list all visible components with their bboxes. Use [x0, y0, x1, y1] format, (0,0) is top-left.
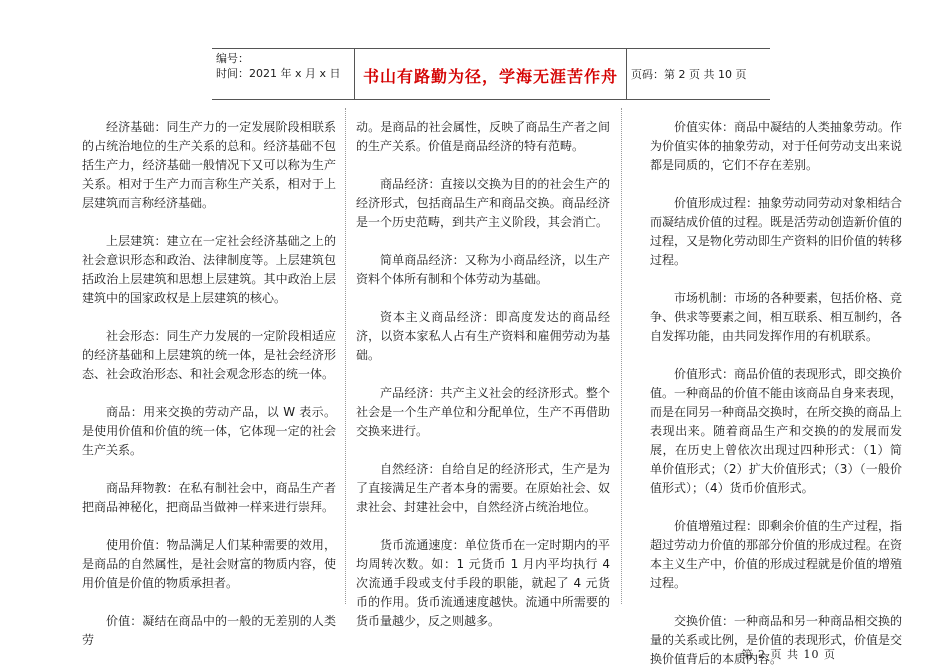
header-page-cell	[627, 49, 770, 99]
time-label: 时间：2021 年 x 月 x 日	[216, 67, 341, 80]
document-header	[212, 48, 770, 100]
paragraph: 社会形态：同生产力发展的一定阶段相适应的经济基础和上层建筑的统一体，是社会经济形态、社会政治形态、和社会观念形态的统一体。	[82, 329, 336, 381]
paragraph: 价值形成过程：抽象劳动同劳动对象相结合而凝结成价值的过程。既是活劳动创造新价值的过程，又是物化劳动即生产资料的旧价值的转移过程。	[650, 196, 903, 267]
header-meta-cell	[212, 49, 355, 99]
header-motto-cell	[355, 49, 627, 99]
paragraph: 价值实体：商品中凝结的人类抽象劳动。作为价值实体的抽象劳动，对于任何劳动支出来说都是同质的，它们不存在差别。	[650, 120, 903, 172]
column-divider	[621, 108, 622, 604]
page-footer: 第 2 页 共 10 页	[741, 648, 836, 661]
paragraph: 简单商品经济：又称为小商品经济，以生产资料个体所有制和个体劳动为基础。	[356, 253, 610, 286]
paragraph: 价值形式：商品价值的表现形式，即交换价值。一种商品的价值不能由该商品自身来表现，而是在同另一种商品交换时，在所交换的商品上表现出来。随着商品生产和交换的的发展而发展，在历史上曾依次出现过四种形式：（1）简单价值形式；（2）扩大价值形式；（3）（一般价值形式）；（4）货币价值形式。	[650, 367, 903, 495]
paragraph: 商品拜物教：在私有制社会中，商品生产者把商品神秘化，把商品当做神一样来进行崇拜。	[82, 481, 336, 514]
paragraph: 商品：用来交换的劳动产品，以 W 表示。是使用价值和价值的统一体，它体现一定的社会生产关系。	[82, 405, 336, 457]
paragraph: 产品经济：共产主义社会的经济形式。整个社会是一个生产单位和分配单位，生产不再借助交换来进行。	[356, 386, 610, 438]
paragraph: 资本主义商品经济：即高度发达的商品经济，以资本家私人占有生产资料和雇佣劳动为基础。	[356, 310, 610, 362]
number-label: 编号：	[216, 52, 249, 65]
text-column-1	[82, 118, 336, 647]
paragraph: 动。是商品的社会属性，反映了商品生产者之间的生产关系。价值是商品经济的特有范畴。	[356, 120, 610, 153]
paragraph: 经济基础：同生产力的一定发展阶段相联系的占统治地位的生产关系的总和。经济基础不包括生产力，经济基础一般情况下又可以称为生产关系。相对于生产力而言称生产关系，相对于上层建筑而言称经济基础。	[82, 120, 336, 210]
paragraph: 自然经济：自给自足的经济形式，生产是为了直接满足生产者本身的需要。在原始社会、奴隶社会、封建社会中，自然经济占统治地位。	[356, 462, 610, 514]
paragraph: 上层建筑：建立在一定社会经济基础之上的社会意识形态和政治、法律制度等。上层建筑包括政治上层建筑和思想上层建筑。其中政治上层建筑中的国家政权是上层建筑的核心。	[82, 234, 336, 305]
page-label: 页码：第 2 页 共 10 页	[631, 68, 747, 81]
text-column-2	[356, 118, 610, 628]
paragraph: 价值增殖过程：即剩余价值的生产过程，指超过劳动力价值的那部分价值的形成过程。在资本主义生产中，价值的形成过程就是价值的增殖过程。	[650, 519, 903, 590]
paragraph: 市场机制：市场的各种要素，包括价格、竞争、供求等要素之间，相互联系、相互制约，各自发挥功能，由共同发挥作用的有机联系。	[650, 291, 903, 343]
paragraph: 价值：凝结在商品中的一般的无差别的人类劳	[82, 614, 336, 647]
column-divider	[345, 108, 346, 604]
paragraph: 使用价值：物品满足人们某种需要的效用，是商品的自然属性，是社会财富的物质内容，使用价值是价值的物质承担者。	[82, 538, 336, 590]
paragraph: 交换价值：一种商品和另一种商品相交换的量的关系或比例，是价值的表现形式，价值是交换价值背后的本质内容。	[650, 614, 903, 666]
paragraph: 货币流通速度：单位货币在一定时期内的平均周转次数。如：1 元货币 1 月内平均执行 4 次流通手段或支付手段的职能，就起了 4 元货币的作用。货币流通速度越快。流通中所需要的货币量越少，反之则越多。	[356, 538, 610, 628]
paragraph: 商品经济：直接以交换为目的的社会生产的经济形式，包括商品生产和商品交换。商品经济是一个历史范畴，到共产主义阶段，其会消亡。	[356, 177, 610, 229]
motto-text: 书山有路勤为径，学海无涯苦作舟	[362, 67, 618, 86]
